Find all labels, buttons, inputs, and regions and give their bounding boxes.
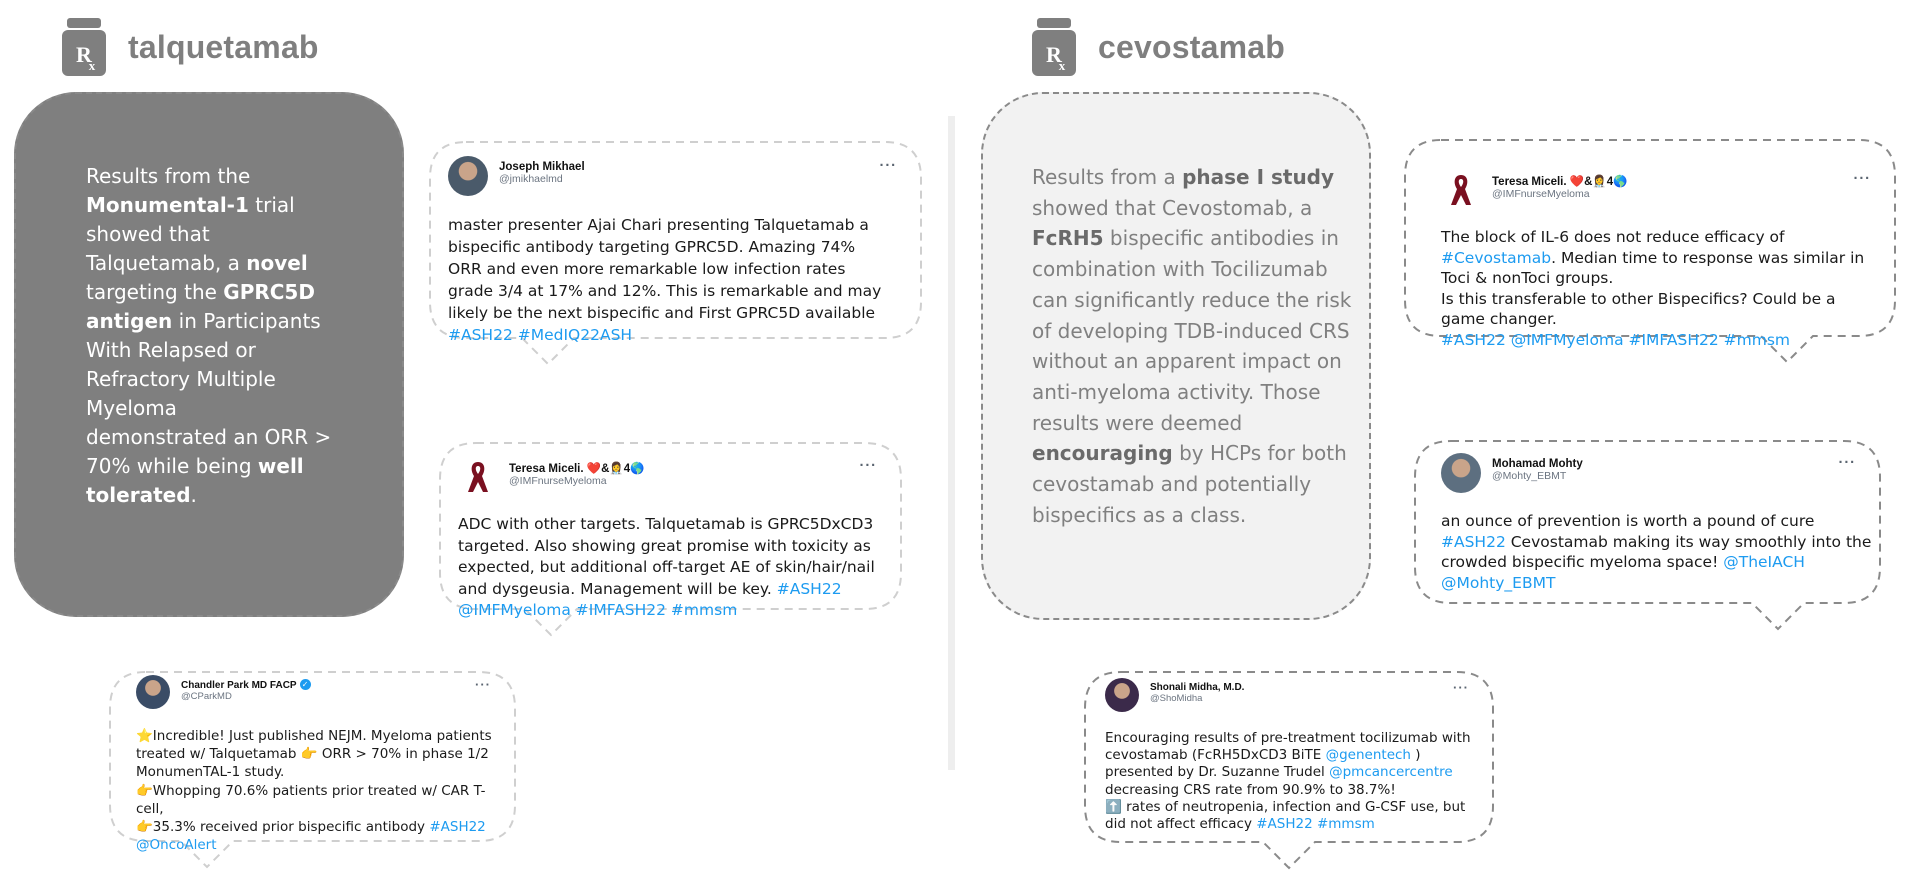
tweet-header (458, 456, 644, 496)
hashtag-link[interactable]: @genentech (1325, 747, 1411, 764)
tweet-line (448, 236, 881, 258)
hashtag-link[interactable]: #ASH22 (1441, 532, 1506, 551)
tweet-line (1105, 730, 1471, 747)
tweet-line (458, 600, 875, 622)
tweet-line (136, 727, 492, 745)
summary-line (1032, 193, 1351, 224)
author-name[interactable]: Teresa Miceli. ❤️&👩‍⚕️4🌎 (1492, 176, 1628, 188)
summary-line (1032, 346, 1351, 377)
tweet-author (181, 675, 311, 702)
more-options-icon[interactable]: ··· (1853, 171, 1871, 187)
tweet-card[interactable] (1085, 672, 1493, 868)
tweet-fragment: expected, but additional off-target AE of skin/hair/nail (458, 558, 875, 576)
svg-text:R: R (76, 42, 92, 67)
tweet-card[interactable] (430, 142, 921, 364)
summary-fragment: demonstrated an ORR > (86, 425, 332, 449)
summary-line (86, 365, 331, 394)
tweet-fragment: Is this transferable to other Bispecifics? Could be a (1441, 289, 1836, 308)
tweet-fragment: decreasing CRS rate from 90.9% to 38.7%! (1105, 781, 1396, 798)
hashtag-link[interactable]: #ASH22 (776, 579, 842, 598)
tweet-fragment: . Median time to response was similar in (1551, 248, 1865, 267)
author-name[interactable]: Joseph Mikhael (499, 161, 585, 173)
summary-fragment: combination with Tocilizumab (1032, 257, 1328, 282)
summary-fragment: Results from a (1032, 165, 1183, 189)
summary-fragment: bispecific antibodies in (1103, 226, 1339, 251)
tweet-fragment: ⬆️ rates of neutropenia, infection and G-CSF use, but (1105, 798, 1466, 815)
tweet-fragment: likely be the next bispecific and First GPRC5D available (448, 304, 876, 322)
tweet-fragment: treated w/ Talquetamab 👉 ORR > 70% in phase 1/2 (136, 746, 489, 763)
summary-line (1032, 469, 1351, 500)
summary-fragment: Refractory Multiple (86, 367, 276, 391)
summary-line (86, 191, 331, 220)
summary-line (86, 307, 331, 336)
tweet-fragment: ⭐Incredible! Just published NEJM. Myeloma patients (136, 728, 492, 744)
hashtag-link[interactable]: @IMFMyeloma #IMFASH22 #mmsm (458, 601, 738, 619)
avatar[interactable] (1441, 453, 1481, 493)
tweet-fragment: The block of IL-6 does not reduce efficacy of (1441, 228, 1785, 246)
summary-line (86, 481, 331, 510)
avatar[interactable] (1105, 678, 1139, 712)
tweet-card[interactable] (1415, 441, 1880, 629)
tweet-line (1441, 268, 1864, 289)
summary-fragment: With Relapsed or (86, 338, 256, 362)
summary-line (86, 394, 331, 423)
rx-bottle-icon (1028, 18, 1080, 76)
tweet-line (1441, 289, 1864, 310)
summary-line (1032, 408, 1351, 439)
summary-fragment: targeting the (86, 280, 224, 304)
tweet-author (1492, 169, 1627, 200)
summary-fragment: Talquetamab, a (86, 251, 247, 275)
tweet-author (509, 456, 644, 487)
more-options-icon[interactable]: ··· (1453, 680, 1469, 695)
tweet-fragment: did not affect efficacy (1105, 816, 1257, 833)
author-handle[interactable]: @Mohty_EBMT (1492, 470, 1567, 482)
svg-text:x: x (1058, 58, 1066, 73)
tweet-card[interactable] (1405, 140, 1895, 362)
summary-fragment: of developing TDB-induced CRS (1032, 318, 1350, 343)
tweet-line (1441, 552, 1871, 573)
section-divider (948, 116, 955, 770)
tweet-line (136, 800, 492, 818)
tweet-header (1441, 453, 1583, 493)
summary-line (1032, 223, 1351, 254)
summary-box-left (14, 92, 404, 617)
tweet-line (1441, 330, 1864, 351)
more-options-icon[interactable]: ··· (1838, 455, 1856, 471)
hashtag-link[interactable]: @pmcancercentre (1329, 764, 1453, 781)
tweet-header (1105, 678, 1244, 712)
summary-box-right (981, 92, 1371, 620)
svg-text:R: R (1046, 42, 1062, 67)
tweet-header (448, 156, 585, 196)
tweet-line (1105, 747, 1471, 764)
tweet-line (1105, 816, 1471, 833)
hashtag-link[interactable]: @OncoAlert (136, 837, 217, 854)
tweet-fragment: crowded bispecific myeloma space! (1441, 553, 1724, 571)
tweet-card[interactable] (440, 443, 901, 635)
drug-name: cevostamab (1098, 28, 1285, 65)
tweet-author (499, 156, 585, 185)
tweet-line (1441, 532, 1871, 553)
summary-line (1032, 254, 1351, 285)
hashtag-link[interactable]: @Mohty_EBMT (1441, 573, 1556, 592)
rx-bottle-icon (58, 18, 110, 76)
summary-fragment: 70% while being (86, 454, 258, 478)
author-handle[interactable]: @IMFnurseMyeloma (1492, 188, 1590, 200)
tweet-fragment: ) (1410, 747, 1421, 764)
summary-fragment: showed that Cevostomab, a (1032, 195, 1313, 220)
summary-fragment: Results from the (86, 164, 251, 188)
tweet-line (458, 579, 875, 601)
awareness-ribbon-icon[interactable] (1441, 169, 1481, 209)
summary-fragment: by HCPs for both (1172, 441, 1347, 466)
avatar[interactable] (136, 675, 170, 709)
tweet-header (136, 675, 311, 709)
author-handle[interactable]: @jmikhaelmd (499, 173, 563, 185)
tweet-line (458, 514, 875, 536)
summary-emphasis: phase I study (1182, 165, 1335, 189)
hashtag-link[interactable]: #Cevostamab (1441, 248, 1552, 267)
summary-line (1032, 162, 1351, 193)
tweet-text (136, 727, 492, 854)
tweet-fragment: Cevostamab making its way smoothly into the (1505, 532, 1872, 551)
summary-line (86, 423, 331, 452)
summary-fragment: without an apparent impact on (1032, 349, 1342, 374)
tweet-line (458, 536, 875, 558)
tweet-line (1441, 573, 1871, 594)
avatar[interactable] (448, 156, 488, 196)
more-options-icon[interactable]: ··· (475, 677, 491, 692)
tweet-fragment: game changer. (1441, 310, 1557, 328)
tweet-line (1441, 227, 1864, 248)
tweet-line (458, 557, 875, 579)
drug-name: talquetamab (128, 28, 319, 65)
summary-emphasis: novel (246, 251, 308, 275)
summary-line (86, 278, 331, 307)
summary-emphasis: GPRC5D (223, 280, 315, 304)
tweet-line (1105, 764, 1471, 781)
hashtag-link[interactable]: #ASH22 (429, 819, 486, 836)
tweet-fragment: Toci & nonToci groups. (1441, 269, 1614, 287)
summary-line (86, 336, 331, 365)
summary-text (1032, 162, 1351, 530)
verified-badge-icon: ✓ (300, 679, 311, 690)
summary-fragment: can significantly reduce the risk (1032, 287, 1352, 312)
summary-fragment: in Participants (172, 309, 321, 333)
tweet-line (448, 280, 881, 302)
summary-line (1032, 316, 1351, 347)
summary-line (1032, 500, 1351, 531)
author-name[interactable]: Shonali Midha, M.D. (1150, 682, 1245, 693)
summary-line (1032, 438, 1351, 469)
summary-fragment: results were deemed (1032, 410, 1243, 435)
tweet-fragment: 👉35.3% received prior bispecific antibody (136, 819, 430, 836)
tweet-text (1441, 227, 1864, 350)
tweet-fragment: cell, (136, 800, 164, 817)
tweet-fragment: presented by Dr. Suzanne Trudel (1105, 764, 1330, 781)
summary-line (86, 249, 331, 278)
author-name[interactable]: Chandler Park MD FACP ✓ (181, 679, 311, 691)
summary-fragment: cevostamab and potentially (1032, 472, 1312, 497)
tweet-line (1105, 799, 1471, 816)
summary-emphasis: FcRH5 (1032, 226, 1104, 251)
tweet-author (1492, 453, 1583, 482)
summary-emphasis: tolerated (86, 483, 191, 507)
tweet-line (136, 745, 492, 763)
tweet-fragment: an ounce of prevention is worth a pound of cure (1441, 512, 1815, 530)
awareness-ribbon-icon[interactable] (458, 456, 498, 496)
tweet-text (458, 514, 875, 622)
tweet-line (1105, 782, 1471, 799)
hashtag-link[interactable]: #ASH22 #mmsm (1256, 816, 1375, 833)
tweet-line (136, 836, 492, 854)
tweet-line (448, 258, 881, 280)
summary-emphasis: antigen (86, 309, 173, 333)
tweet-author (1150, 678, 1244, 704)
summary-fragment: trial (248, 193, 295, 217)
svg-text:x: x (88, 58, 96, 73)
summary-emphasis: encouraging (1032, 441, 1173, 466)
tweet-text (1105, 730, 1471, 833)
tweet-text (1441, 511, 1871, 593)
hashtag-link[interactable]: #ASH22 @IMFMyeloma #IMFASH22 #mmsm (1441, 330, 1791, 349)
summary-emphasis: well (257, 454, 304, 478)
tweet-line (448, 302, 881, 324)
summary-line (86, 162, 331, 191)
tweet-text (448, 214, 881, 346)
summary-fragment: anti-myeloma activity. Those (1032, 379, 1321, 404)
summary-line (86, 452, 331, 481)
tweet-card[interactable] (110, 672, 515, 867)
more-options-icon[interactable]: ··· (879, 158, 897, 174)
hashtag-link[interactable]: @TheIACH (1723, 553, 1805, 571)
summary-text (86, 162, 331, 510)
tweet-fragment: MonumenTAL-1 study. (136, 764, 285, 781)
tweet-fragment: and dysgeusia. Management will be key. (458, 579, 777, 598)
tweet-fragment: cevostamab (FcRH5DxCD3 BiTE (1105, 747, 1326, 764)
tweet-fragment: 👉Whopping 70.6% patients prior treated w/ CAR T- (136, 782, 486, 799)
more-options-icon[interactable]: ··· (859, 458, 877, 474)
drug-header-left (58, 18, 319, 76)
summary-fragment: bispecifics as a class. (1032, 502, 1247, 527)
tweet-line (1441, 309, 1864, 330)
drug-header-right (1028, 18, 1285, 76)
author-handle[interactable]: @IMFnurseMyeloma (509, 475, 607, 487)
author-handle[interactable]: @ShoMidha (1150, 693, 1203, 704)
tweet-line (448, 214, 881, 236)
tweet-line (136, 782, 492, 800)
summary-fragment: Myeloma (86, 396, 177, 420)
summary-emphasis: Monumental-1 (86, 193, 249, 217)
tweet-line (448, 324, 881, 346)
tweet-line (136, 818, 492, 836)
author-name[interactable]: Mohamad Mohty (1492, 458, 1583, 470)
tweet-fragment: targeted. Also showing great promise with toxicity as (458, 536, 871, 555)
hashtag-link[interactable]: #ASH22 #MedIQ22ASH (448, 326, 633, 344)
tweet-line (1441, 248, 1864, 269)
summary-fragment: showed that (86, 222, 210, 246)
tweet-line (136, 763, 492, 781)
tweet-header (1441, 169, 1627, 209)
tweet-line (1441, 511, 1871, 532)
tweet-fragment: grade 3/4 at 17% and 12%. This is remarkable and may (448, 282, 882, 300)
tweet-fragment: Encouraging results of pre-treatment tocilizumab with (1105, 730, 1471, 746)
summary-line (1032, 377, 1351, 408)
summary-line (1032, 285, 1351, 316)
author-name[interactable]: Teresa Miceli. ❤️&👩‍⚕️4🌎 (509, 463, 645, 475)
tweet-fragment: master presenter Ajai Chari presenting Talquetamab a (448, 216, 869, 234)
tweet-fragment: ADC with other targets. Talquetamab is GPRC5DxCD3 (458, 515, 874, 533)
author-handle[interactable]: @CParkMD (181, 691, 232, 702)
summary-line (86, 220, 331, 249)
tweet-fragment: ORR and even more remarkable low infection rates (448, 260, 846, 278)
tweet-fragment: bispecific antibody targeting GPRC5D. Amazing 74% (448, 238, 856, 256)
summary-fragment: . (190, 483, 197, 507)
